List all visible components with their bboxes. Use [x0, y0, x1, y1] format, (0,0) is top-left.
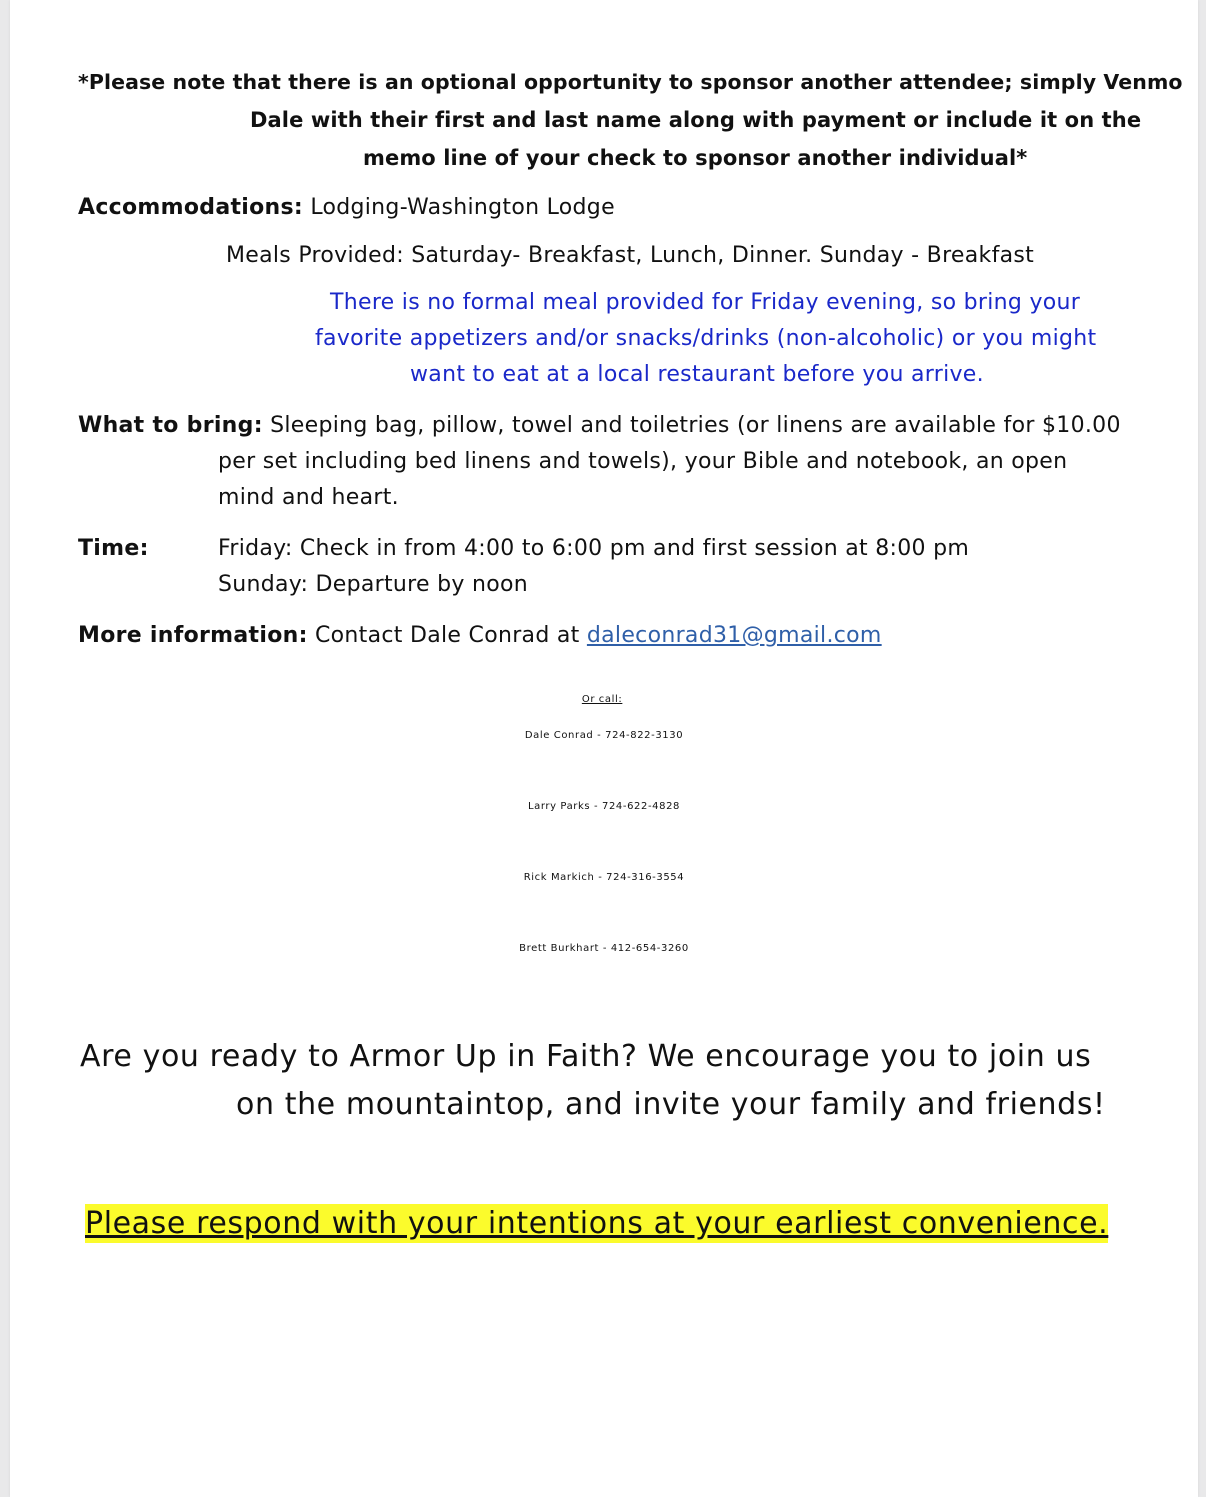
accommodations-label: Accommodations: [78, 195, 304, 220]
accommodations-value: Lodging-Washington Lodge [310, 195, 615, 220]
more-info-label: More information: [78, 623, 308, 648]
what-to-bring-row [78, 413, 1121, 438]
what-to-bring-label: What to bring: [78, 413, 263, 438]
what-to-bring-line-2: per set including bed linens and towels), your Bible and notebook, an open [218, 449, 1068, 474]
time-label: Time: [78, 536, 149, 561]
friday-note-line-3: want to eat at a local restaurant before you arrive. [410, 362, 984, 387]
time-sunday: Sunday: Departure by noon [218, 572, 529, 597]
friday-note-line-2: favorite appetizers and/or snacks/drinks (non-alcoholic) or you might [315, 326, 1097, 351]
time-friday: Friday: Check in from 4:00 to 6:00 pm and first session at 8:00 pm [218, 536, 970, 561]
rsvp-highlight: Please respond with your intentions at your earliest convenience. [85, 1206, 1109, 1241]
contact-dale: Dale Conrad - 724-822-3130 [524, 730, 684, 741]
email-link[interactable]: daleconrad31@gmail.com [586, 623, 882, 648]
contact-larry: Larry Parks - 724-622-4828 [527, 801, 681, 812]
more-info-row [78, 623, 882, 648]
meals-provided: Meals Provided: Saturday- Breakfast, Lunch, Dinner. Sunday - Breakfast [226, 243, 1035, 268]
document-page [10, 0, 1198, 1497]
closing-line-1: Are you ready to Armor Up in Faith? We encourage you to join us [80, 1039, 1092, 1074]
sponsor-note-line-1: *Please note that there is an optional opportunity to sponsor another attendee; simply Venmo [78, 70, 1183, 94]
what-to-bring-line-1: Sleeping bag, pillow, towel and toiletries (or linens are available for $10.00 [270, 413, 1121, 438]
contact-brett: Brett Burkhart - 412-654-3260 [519, 943, 689, 954]
what-to-bring-line-3: mind and heart. [218, 485, 399, 510]
or-call-heading: Or call: [581, 694, 623, 705]
friday-note-line-1: There is no formal meal provided for Friday evening, so bring your [330, 290, 1081, 315]
sponsor-note-line-2: Dale with their first and last name along with payment or include it on the [250, 108, 1142, 132]
closing-line-2: on the mountaintop, and invite your family and friends! [236, 1087, 1106, 1122]
sponsor-note-line-3: memo line of your check to sponsor another individual* [363, 146, 1028, 170]
rsvp-line [85, 1206, 1108, 1241]
accommodations-row [78, 195, 615, 220]
more-info-text: Contact Dale Conrad at [314, 623, 580, 648]
or-call-heading-wrap [10, 694, 1198, 705]
contact-rick: Rick Markich - 724-316-3554 [523, 872, 685, 883]
